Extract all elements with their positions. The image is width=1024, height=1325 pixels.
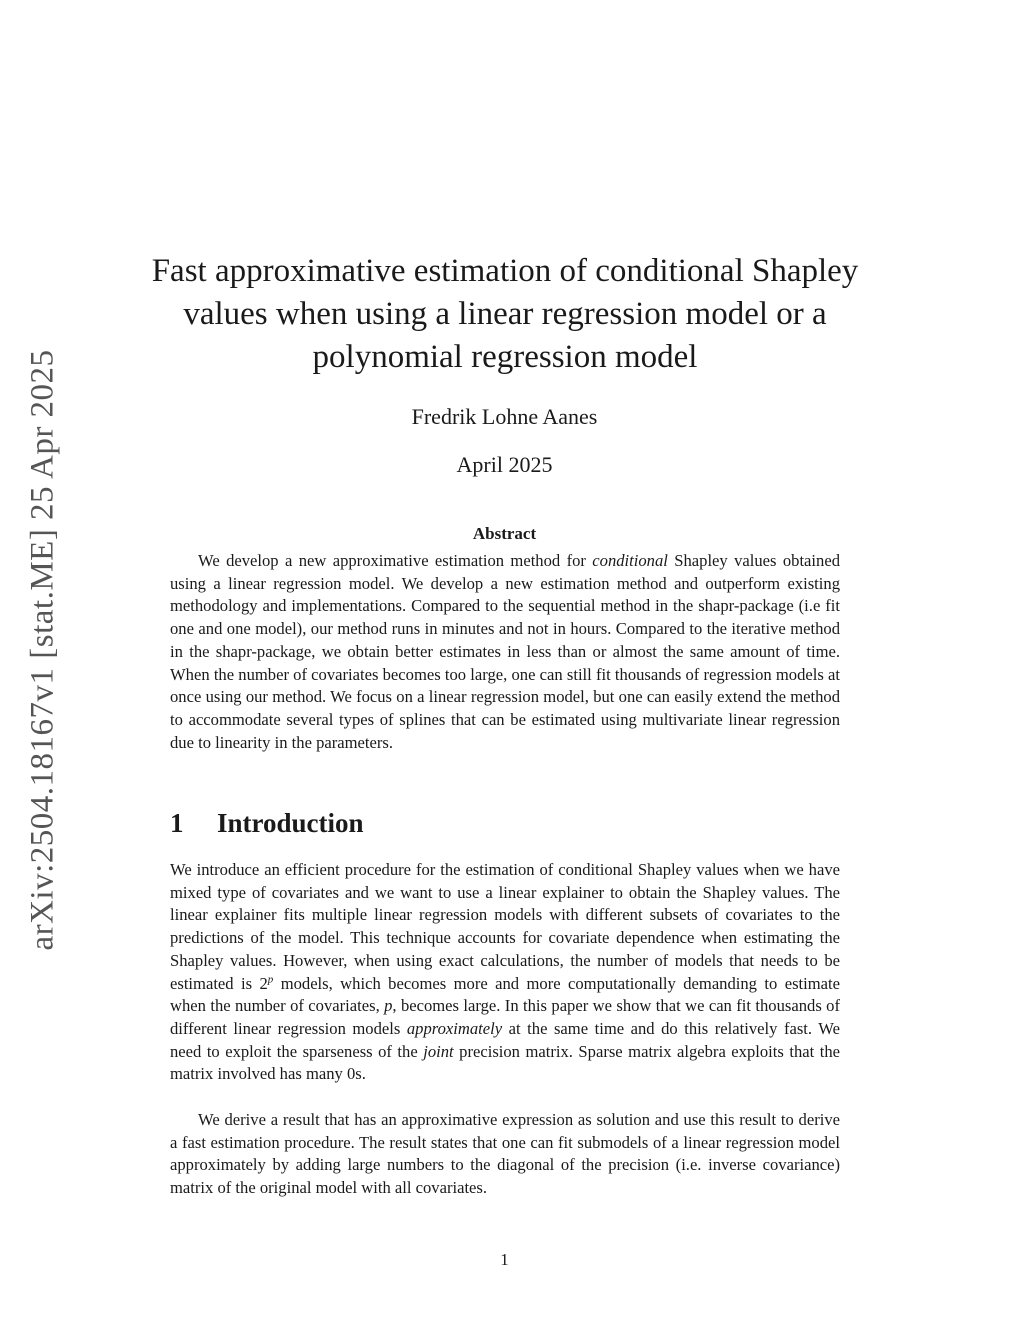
intro-p1-text-c: , becomes large. In this paper we show that we can fit thousands of different linear regression models (170, 996, 840, 1038)
intro-p1-text-b: models, which becomes more and more computationally demanding to estimate when the number of covariates, (170, 973, 840, 1016)
intro-p1-text-d: at the same time and do this relatively fast. We need to exploit the sparseness of the (170, 1018, 840, 1061)
abstract-text-part-1: We develop a new approximative estimation method for (198, 551, 593, 570)
introduction-paragraph-2: We derive a result that has an approximative expression as solution and use this result to derive a fast estimation procedure. The result states that one can fit submodels of a linear regression model approximately by adding large numbers to the diagonal of the precision (i.e. inverse covariance) matrix of the original model with all covariates. (170, 1110, 840, 1198)
math-variable-p: p (384, 996, 393, 1016)
abstract-heading: Abstract (472, 524, 537, 543)
abstract-text-part-2: Shapley values obtained using a linear regression model. We develop a new estimation method and outperform existing methodology and implementations. Compared to the sequential method in the shapr-package (i.e fit one and one model), our method runs in minutes and not in hours. Compared to the iterative method in the shapr-package, we obtain better estimates in less than or almost the same amount of time. When the number of covariates becomes too large, one can still fit thousands of regression models at once using our method. We focus on a linear regression model, but one can easily extend the method to accommodate several types of splines that can be estimated using multivariate linear regression due to linearity in the parameters. (170, 551, 840, 752)
introduction-paragraph-1 (170, 859, 840, 1086)
author-name: Fredrik Lohne Aanes (411, 404, 598, 429)
intro-p1-text-e: precision matrix. Sparse matrix algebra exploits that the matrix involved has many 0s. (170, 1041, 840, 1084)
paper-title-line-1: Fast approximative estimation of conditional Shapley (151, 253, 859, 289)
emphasis-approximately: approximately (406, 1018, 503, 1038)
emphasis-joint: joint (423, 1041, 454, 1061)
paper-title-line-2: values when using a linear regression model or a (183, 296, 827, 332)
paper-title (125, 250, 885, 379)
abstract-body (170, 550, 840, 754)
page-number: 1 (500, 1250, 509, 1269)
section-heading-introduction (170, 808, 364, 839)
section-number: 1 (170, 808, 184, 838)
math-exponent: p (267, 972, 274, 985)
section-title: Introduction (217, 808, 364, 838)
publication-date: April 2025 (456, 452, 553, 477)
paper-title-line-3: polynomial regression model (312, 339, 698, 375)
intro-p1-text-a: We introduce an efficient procedure for the estimation of conditional Shapley values when we have mixed type of covariates and we want to use a linear explainer to obtain the Shapley values. The linear explainer fits multiple linear regression models with different subsets of covariates to the predictions of the model. This technique accounts for covariate dependence when estimating the Shapley values. However, when using exact calculations, the number of models that needs to be estimated is (170, 860, 840, 993)
arxiv-identifier-stamp: arXiv:2504.18167v1 [stat.ME] 25 Apr 2025 (24, 349, 61, 951)
math-base: 2 (259, 973, 268, 993)
abstract-emphasis: conditional (592, 551, 668, 570)
